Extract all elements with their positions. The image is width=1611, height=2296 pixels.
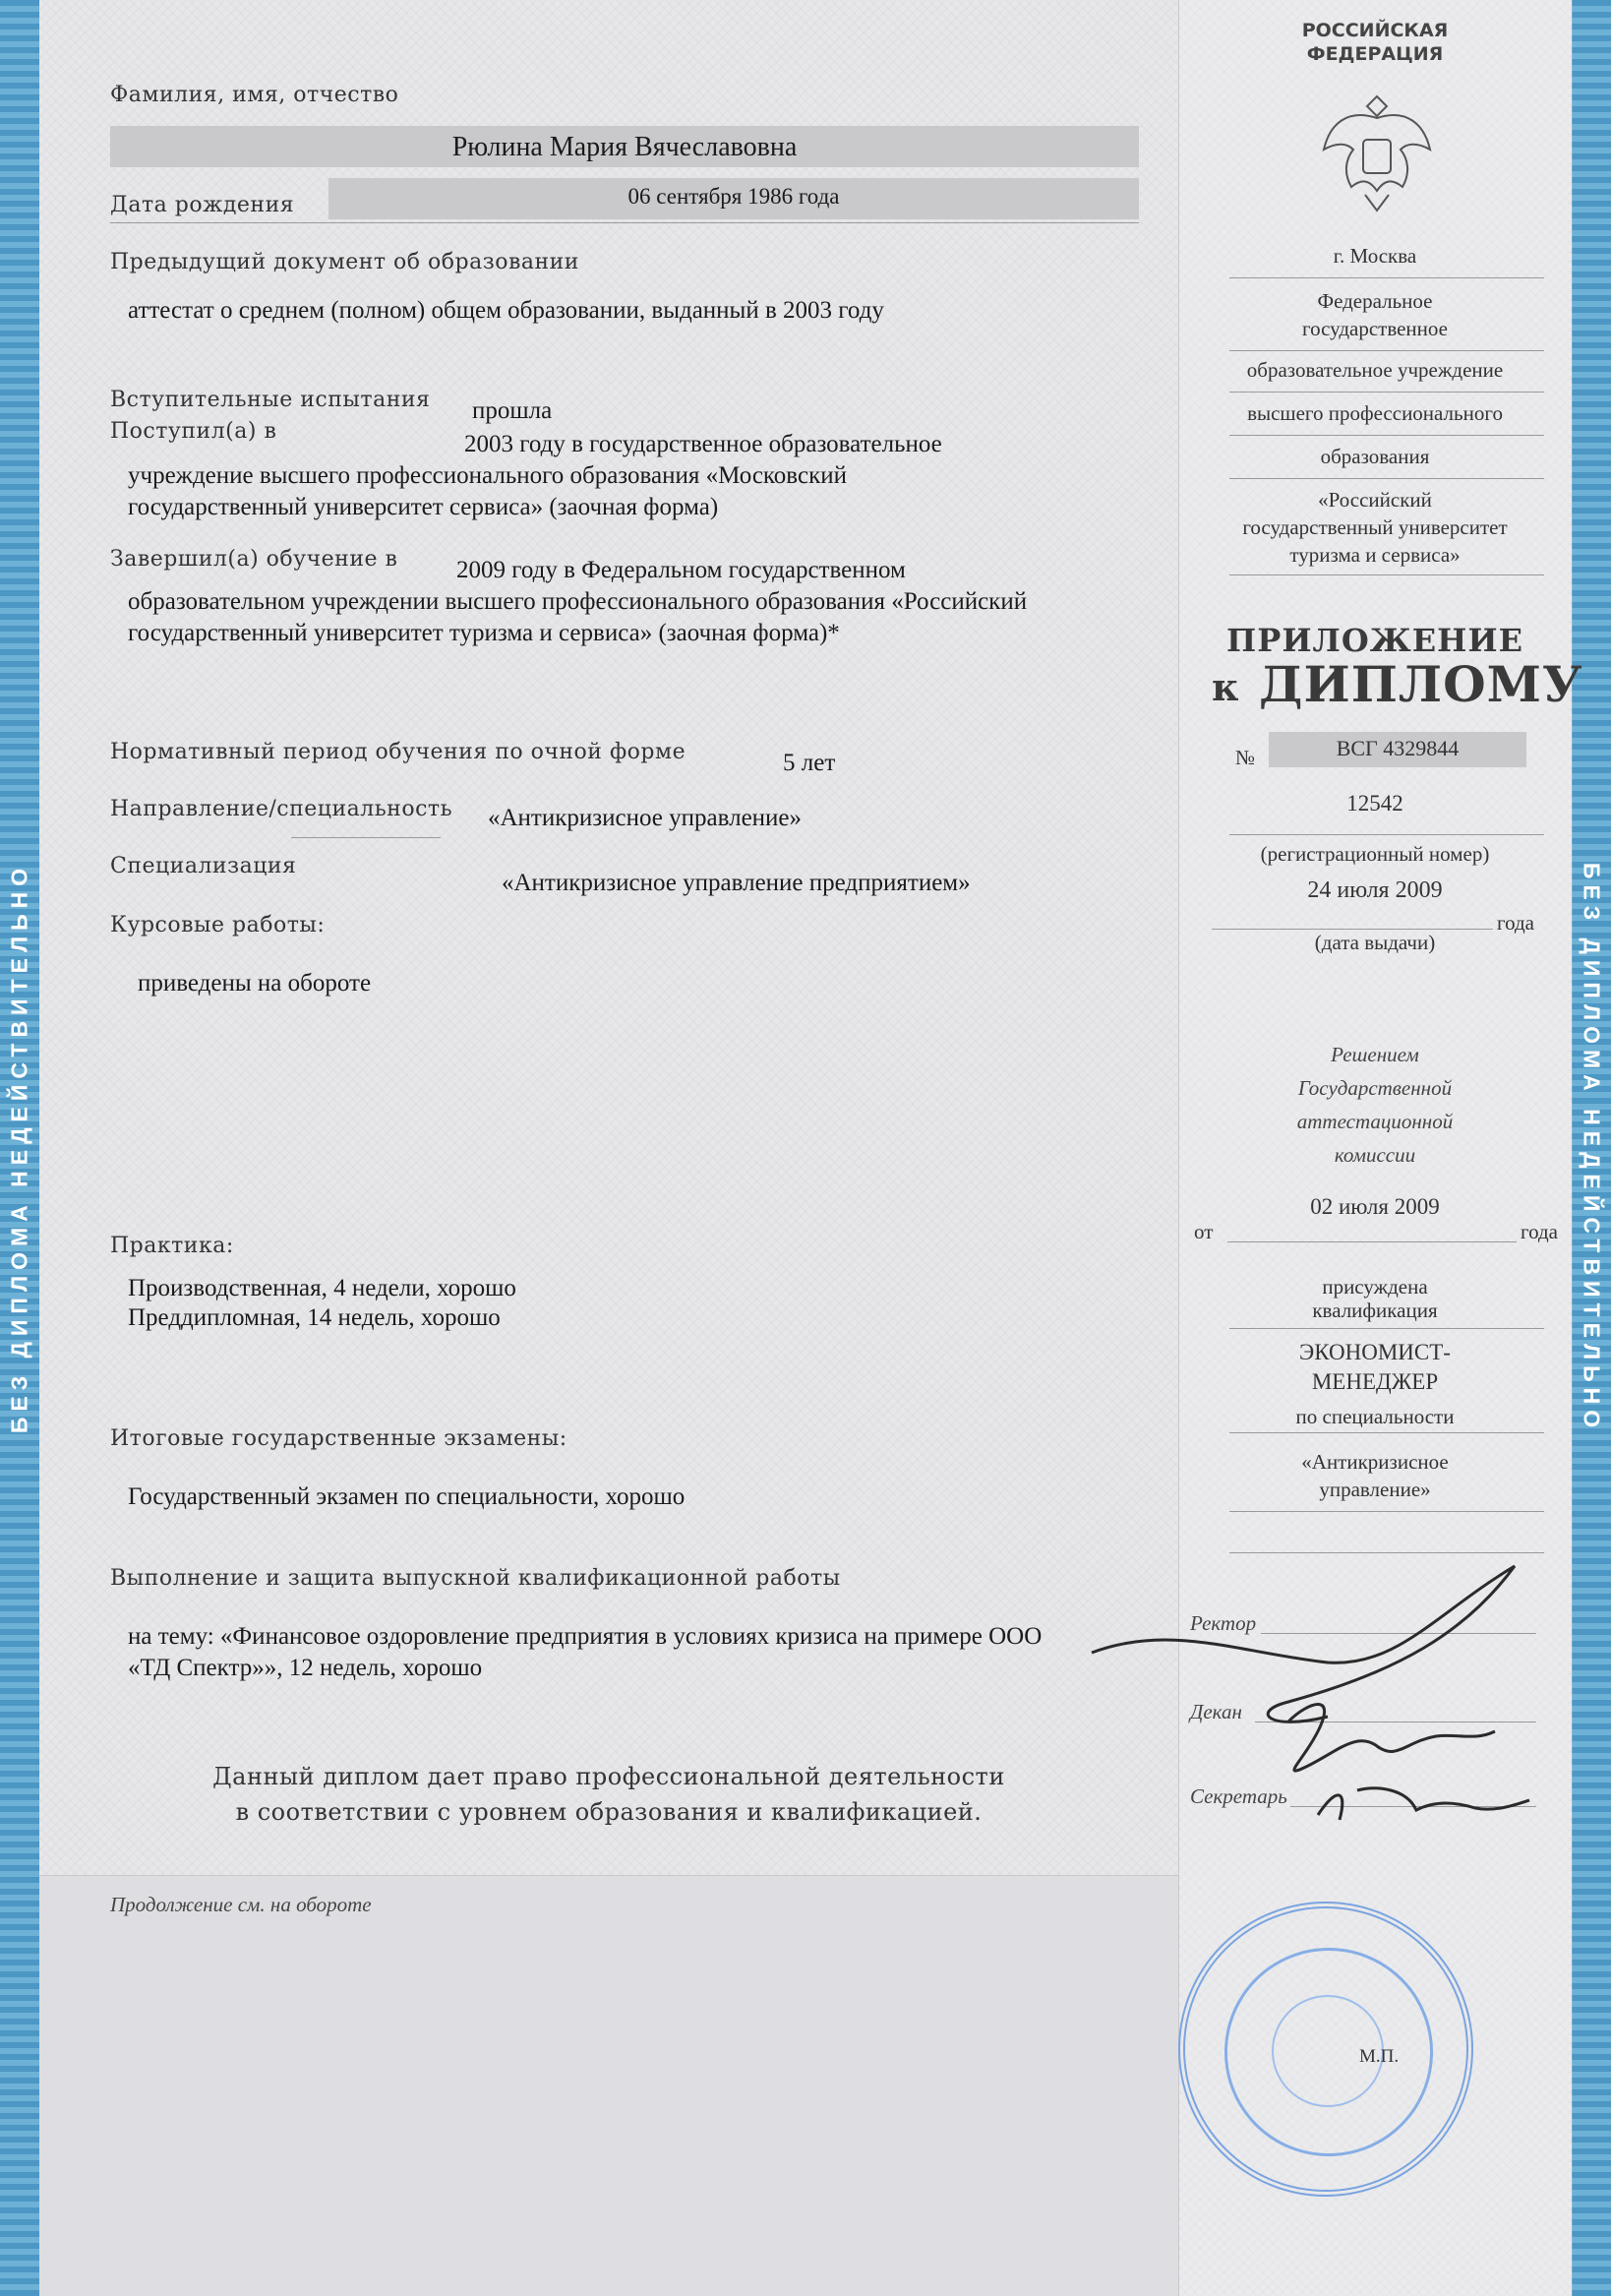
institution-line-5: образования <box>1320 445 1430 468</box>
decision-line-2: Государственной <box>1297 1076 1453 1100</box>
admitted-line-2: учреждение высшего профессионального образования «Московский <box>128 462 847 489</box>
decision-from-word: от <box>1194 1220 1214 1243</box>
completed-label: Завершил(а) обучение в <box>110 547 398 572</box>
period-label: Нормативный период обучения по очной форме <box>110 740 686 764</box>
right-security-band <box>1572 0 1611 2296</box>
institution-rule-5 <box>1229 574 1544 575</box>
dean-label: Декан <box>1190 1700 1242 1723</box>
period-value: 5 лет <box>783 750 836 776</box>
admitted-line-3: государственный университет сервиса» (заочная форма) <box>128 494 719 520</box>
institution-line-8: туризма и сервиса» <box>1289 543 1461 567</box>
institution-line-4: высшего профессионального <box>1247 401 1503 425</box>
issue-date: 24 июля 2009 <box>1307 877 1443 903</box>
name-label: Фамилия, имя, отчество <box>110 83 399 107</box>
secretary-label: Секретарь <box>1190 1784 1287 1808</box>
qualification-line-2: МЕНЕДЖЕР <box>1311 1369 1439 1394</box>
diploma-number: ВСГ 4329844 <box>1336 736 1460 760</box>
practice-item-1: Производственная, 4 недели, хорошо <box>128 1275 516 1301</box>
entrance-label: Вступительные испытания <box>110 388 431 412</box>
student-name: Рюлина Мария Вячеславовна <box>451 132 798 162</box>
exams-label: Итоговые государственные экзамены: <box>110 1426 567 1451</box>
reg-label: (регистрационный номер) <box>1260 842 1490 866</box>
thesis-line-2: «ТД Спектр»», 12 недель, хорошо <box>128 1655 483 1681</box>
institution-rule-3 <box>1229 435 1544 436</box>
awarded-rule <box>1229 1328 1544 1329</box>
institution-rule-1 <box>1229 350 1544 351</box>
birth-date: 06 сентября 1986 года <box>627 184 840 209</box>
birth-rule <box>110 222 1139 223</box>
city-rule <box>1229 277 1544 278</box>
bottom-strip <box>39 1875 1178 2296</box>
institution-line-1: Федеральное <box>1317 289 1433 313</box>
decision-line-1: Решением <box>1331 1043 1419 1066</box>
direction-underline <box>291 837 441 838</box>
institution-rule-4 <box>1229 478 1544 479</box>
official-seal-icon <box>1178 1902 1473 2197</box>
awarded-line-2: квалификация <box>1312 1299 1438 1322</box>
left-security-band <box>0 0 39 2296</box>
entrance-value: прошла <box>472 397 553 424</box>
issue-rule <box>1212 929 1493 930</box>
country-line-2: ФЕДЕРАЦИЯ <box>1306 43 1444 65</box>
rector-label: Ректор <box>1190 1611 1257 1635</box>
city: г. Москва <box>1333 244 1417 268</box>
number-sign: № <box>1235 746 1256 769</box>
decision-line-4: комиссии <box>1334 1143 1416 1167</box>
issue-label: (дата выдачи) <box>1314 931 1436 954</box>
birth-label: Дата рождения <box>110 193 295 217</box>
awarded-line-1: присуждена <box>1322 1275 1428 1299</box>
continued-note: Продолжение см. на обороте <box>110 1893 372 1916</box>
coursework-label: Курсовые работы: <box>110 913 326 937</box>
stamp-label: М.П. <box>1359 2046 1400 2067</box>
direction-value: «Антикризисное управление» <box>488 805 803 831</box>
specialty-line-2: управление» <box>1319 1478 1431 1501</box>
coat-of-arms-icon <box>1318 89 1436 216</box>
prev-doc-value: аттестат о среднем (полном) общем образовании, выданный в 2003 году <box>128 297 884 324</box>
specialty-rule-3 <box>1229 1552 1544 1553</box>
country-line-1: РОССИЙСКАЯ <box>1301 20 1449 41</box>
thesis-line-1: на тему: «Финансовое оздоровление предприятия в условиях кризиса на примере ООО <box>128 1623 1043 1650</box>
completed-line-1: 2009 году в Федеральном государственном <box>456 557 906 583</box>
completed-line-2: образовательном учреждении высшего профессионального образования «Российский <box>128 588 1028 615</box>
reg-rule <box>1229 834 1544 835</box>
decision-year-word: года <box>1521 1220 1558 1243</box>
prev-doc-label: Предыдущий документ об образовании <box>110 250 579 274</box>
by-specialty: по специальности <box>1295 1405 1455 1428</box>
decision-line-3: аттестационной <box>1296 1110 1454 1133</box>
institution-rule-2 <box>1229 392 1544 393</box>
thesis-label: Выполнение и защита выпускной квалификационной работы <box>110 1566 841 1591</box>
institution-line-2: государственное <box>1301 317 1448 340</box>
rights-line-1: Данный диплом дает право профессиональной деятельности <box>212 1763 1005 1790</box>
title-line-2: ДИПЛОМУ <box>1259 655 1583 713</box>
specialization-label: Специализация <box>110 854 297 878</box>
qualification-line-1: ЭКОНОМИСТ- <box>1299 1340 1451 1364</box>
direction-label: Направление/специальность <box>110 797 453 821</box>
specialty-line-1: «Антикризисное <box>1301 1450 1449 1474</box>
completed-line-3: государственный университет туризма и сервиса» (заочная форма)* <box>128 620 840 646</box>
exams-value: Государственный экзамен по специальности, хорошо <box>128 1483 686 1510</box>
rights-line-2: в соответствии с уровнем образования и квалификацией. <box>235 1798 983 1826</box>
institution-line-6: «Российский <box>1318 488 1432 512</box>
specialty-rule-1 <box>1229 1432 1544 1433</box>
decision-rule <box>1227 1241 1517 1242</box>
reg-number: 12542 <box>1346 791 1403 816</box>
title-line-1: ПРИЛОЖЕНИЕ <box>1226 622 1523 659</box>
practice-item-2: Преддипломная, 14 недель, хорошо <box>128 1304 501 1331</box>
practice-label: Практика: <box>110 1234 234 1258</box>
title-k: к <box>1212 665 1239 709</box>
admitted-label: Поступил(а) в <box>110 419 277 444</box>
left-band-text: БЕЗ ДИПЛОМА НЕДЕЙСТВИТЕЛЬНО <box>6 862 32 1434</box>
institution-line-3: образовательное учреждение <box>1246 358 1504 382</box>
signatures-icon <box>1082 1554 1534 1840</box>
right-band-text: БЕЗ ДИПЛОМА НЕДЕЙСТВИТЕЛЬНО <box>1579 862 1605 1434</box>
coursework-value: приведены на обороте <box>138 970 372 997</box>
specialization-value: «Антикризисное управление предприятием» <box>502 870 971 896</box>
decision-date: 02 июля 2009 <box>1310 1194 1440 1219</box>
issue-year-word: года <box>1497 911 1534 935</box>
institution-line-7: государственный университет <box>1242 515 1508 539</box>
admitted-line-1: 2003 году в государственное образовательное <box>464 431 942 457</box>
specialty-rule-2 <box>1229 1511 1544 1512</box>
